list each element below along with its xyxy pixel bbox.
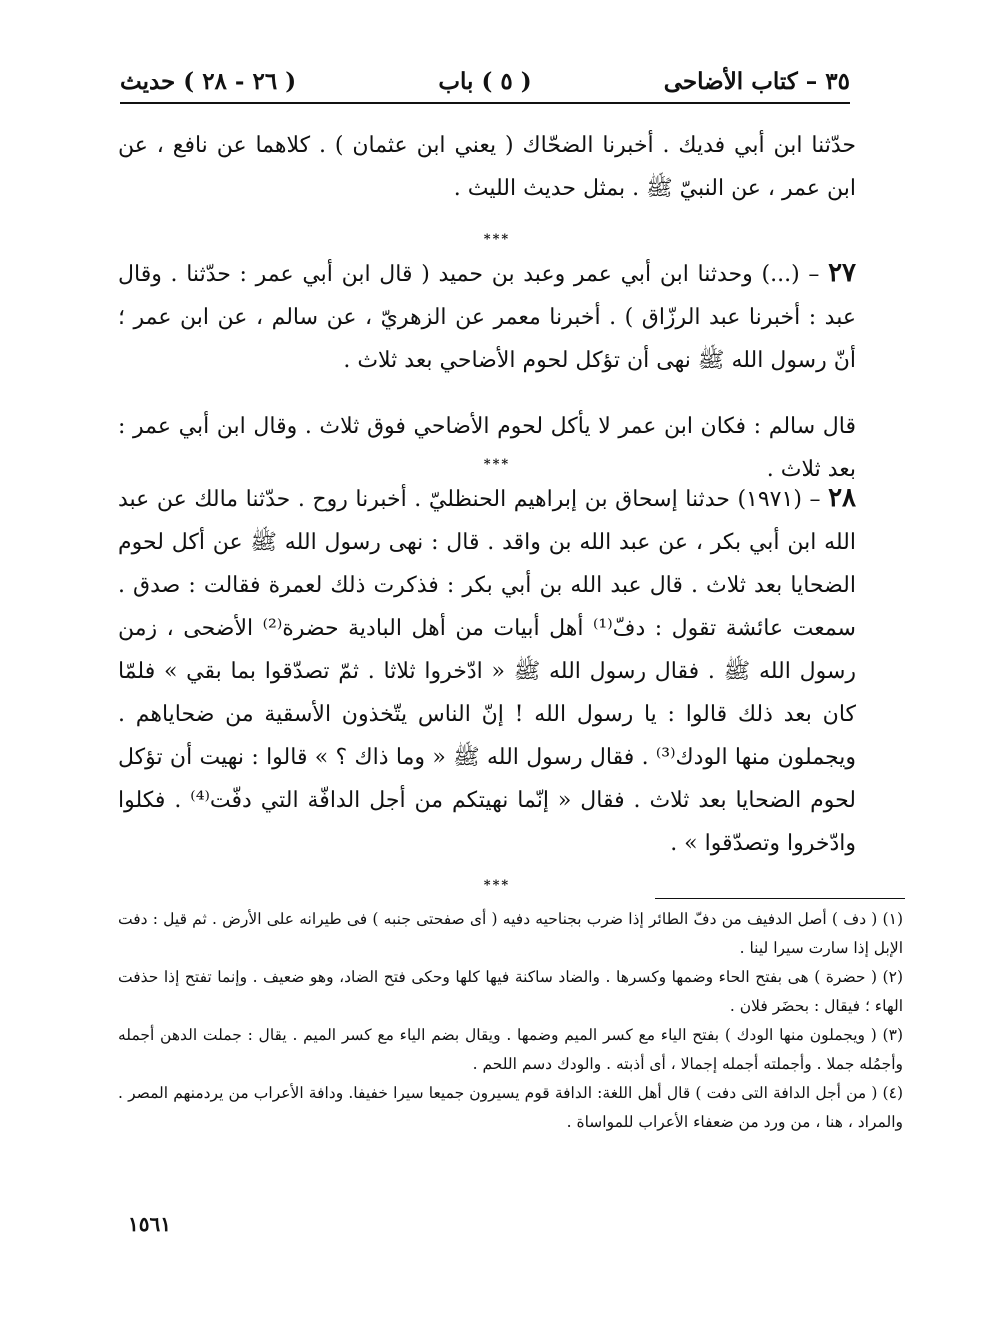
salim-statement: قال سالم : فكان ابن عمر لا يأكل لحوم الأضاحي فوق ثلاث . وقال ابن أبي عمر : بعد ثلاث . [118,414,856,482]
hadith-number: ٢٨ [828,483,856,513]
chapter-title: ٣٥ – كتاب الأضاحى [663,68,850,95]
hadith-28-text: حدثنا إسحاق بن إبراهيم الحنظليّ . أخبرنا روح . حدّثنا مالك عن عبد الله ابن أبي بكر ، عن عبد الله بن واقد . قال : نهى رسول الله ﷺ عن أكل لحوم الضحايا بعد ثلاث . قال عبد الله بن أبي بكر : فذكرت ذلك لعمرة فقالت : صدق . سمعت عائشة تقول : دفّ⁽¹⁾ أهل أبيات من أهل البادية حضرة⁽²⁾ الأضحى ، زمن رسول الله ﷺ . فقال رسول الله ﷺ « ادّخروا ثلاثا . ثمّ تصدّقوا بما بقي » فلمّا كان بعد ذلك قالوا : يا رسول الله ! إنّ الناس يتّخذون الأسقية من ضحاياهم . ويجملون منها الودك⁽³⁾ . فقال رسول الله ﷺ « وما ذاك ؟ » قالوا : نهيت أن تؤكل لحوم الضحايا بعد ثلاث . فقال « إنّما نهيتكم من أجل الدافّة التي دفّت⁽⁴⁾ . فكلوا وادّخروا وتصدّقوا » . [118,487,857,856]
page-header [120,64,850,104]
bab-label: ( ٥ ) باب [438,68,532,95]
hadith-28 [118,477,856,865]
footnote: (١) ( دف ) أصل الدفيف من دفّ الطائر إذا ضرب بجناحيه دفيه ( أى صفحتى جنبه ) فى طيرانه على الأرض . ثم قيل : دفت الإبل إذا سارت سيرا لينا . [118,910,903,957]
section-separator: *** [483,878,511,893]
hadith-26-continuation [118,124,856,210]
hadith-number: ٢٧ [828,258,856,288]
footnote: (٣) ( ويجملون منها الودك ) بفتح الياء مع كسر الميم وضمها . ويقال بضم الياء مع كسر الميم . يقال : جملت الدهن أجمله وأجمُله جملا . وأجملته أجمله إجمالا ، أى أذبته . والودك دسم اللحم . [118,1026,903,1073]
hadith-range: ( ٢٦ - ٢٨ ) حديث [120,68,297,95]
hadith-27 [118,252,856,382]
header-divider [120,102,850,104]
footnote-divider [655,898,905,899]
hadith-sub-number: – (...) [761,262,820,287]
footnotes [118,905,903,1137]
hadith-26-text: حدّثنا ابن أبي فديك . أخبرنا الضحّاك ( يعني ابن عثمان ) . كلاهما عن نافع ، عن ابن عمر ، عن النبيّ ﷺ . بمثل حديث الليث . [118,133,856,201]
hadith-27-text: وحدثنا ابن أبي عمر وعبد بن حميد ( قال ابن أبي عمر : حدّثنا . وقال عبد : أخبرنا عبد الرزّاق ) . أخبرنا معمر عن الزهريّ ، عن سالم ، عن ابن عمر ؛ أنّ رسول الله ﷺ نهى أن تؤكل لحوم الأضاحي بعد ثلاث . [118,262,856,373]
footnote: (٢) ( حضرة ) هى بفتح الحاء وضمها وكسرها . والضاد ساكنة فيها كلها وحكى فتح الضاد، وهو ضعيف . وإنما تفتح إذا حذفت الهاء ؛ فيقال : بحضَر فلان . [118,968,903,1015]
footnote: (٤) ( من أجل الدافة التى دفت ) قال أهل اللغة: الدافة قوم يسيرون جميعا سيرا خفيفا. ودافة الأعراب من يردمنهم المصر . والمراد ، هنا ، من ورد من ضعفاء الأعراب للمواساة . [118,1084,903,1131]
hadith-sub-number: – (١٩٧١) [737,487,821,512]
page-number: ١٥٦١ [128,1212,171,1236]
section-separator: *** [483,232,511,247]
section-separator: *** [483,457,511,472]
